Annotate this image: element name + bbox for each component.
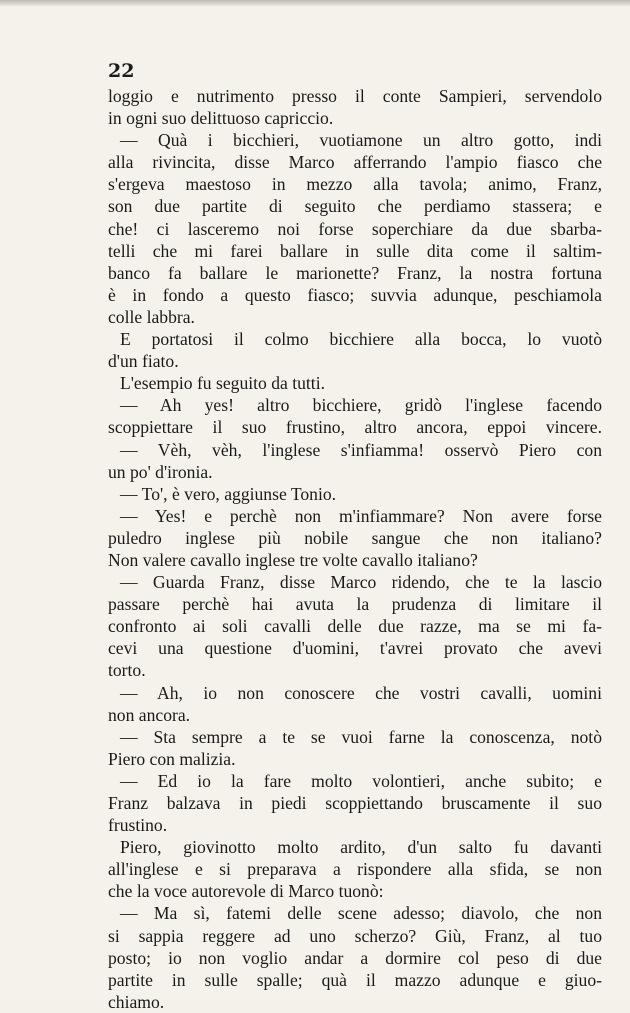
text-line: — Ah, io non conoscere che vostri cavalli, uomini <box>120 682 602 703</box>
body-text <box>108 85 602 1013</box>
text-line: — Guarda Franz, disse Marco ridendo, che te la lascio <box>120 572 602 593</box>
text-line: — Vèh, vèh, l'inglese s'infiamma! osservò Piero con <box>120 439 602 460</box>
text-line: si sappia reggere ad uno scherzo? Giù, Franz, al tuo <box>108 925 602 946</box>
text-line: — Ah yes! altro bicchiere, gridò l'inglese facendo <box>120 395 602 416</box>
text-line: alla rivincita, disse Marco afferrando l'ampio fiasco che <box>108 152 602 173</box>
text-line: confronto ai soli cavalli delle due razze, ma se mi fa- <box>108 616 602 637</box>
text-line: — Ma sì, fatemi delle scene adesso; diavolo, che non <box>120 903 602 924</box>
text-line: L'esempio fu seguito da tutti. <box>120 373 325 394</box>
text-line: torto. <box>108 660 146 681</box>
text-line: chiamo. <box>108 991 165 1012</box>
text-line: in ogni suo delittuoso capriccio. <box>108 108 334 129</box>
text-line: — Ed io la fare molto volontieri, anche subito; e <box>120 770 602 791</box>
text-line: un po' d'ironia. <box>108 461 213 482</box>
text-line: Piero, giovinotto molto ardito, d'un salto fu davanti <box>120 837 602 858</box>
text-line: E portatosi il colmo bicchiere alla bocca, lo vuotò <box>120 329 602 350</box>
text-line: è in fondo a questo fiasco; suvvia adunque, peschiamola <box>108 284 602 305</box>
text-line: posto; io non voglio andar a dormire col peso di due <box>108 947 602 968</box>
text-line: che! ci lasceremo noi forse soperchiare da due sbarba- <box>108 218 602 239</box>
page-number: 22 <box>108 60 135 82</box>
text-line: — Sta sempre a te se vuoi farne la conoscenza, notò <box>120 726 602 747</box>
text-line: telli che mi farei ballare in sulle dita come il saltim- <box>108 240 602 261</box>
text-line: s'ergeva maestoso in mezzo alla tavola; animo, Franz, <box>108 174 602 195</box>
text-line: — Yes! e perchè non m'infiammare? Non avere forse <box>120 505 602 526</box>
text-line: Piero con malizia. <box>108 748 236 769</box>
text-line: all'inglese e si preparava a rispondere alla sfida, se non <box>108 859 602 880</box>
text-line: non ancora. <box>108 704 191 725</box>
text-line: banco fa ballare le marionette? Franz, la nostra fortuna <box>108 262 602 283</box>
text-line: passare perchè hai avuta la prudenza di limitare il <box>108 594 602 615</box>
text-line: puledro inglese più nobile sangue che non italiano? <box>108 527 602 548</box>
text-line: loggio e nutrimento presso il conte Sampieri, servendolo <box>108 86 602 106</box>
text-line: frustino. <box>108 815 168 836</box>
text-line: Franz balzava in piedi scoppiettando bruscamente il suo <box>108 793 602 813</box>
text-line: son due partite di seguito che perdiamo stassera; e <box>108 196 602 217</box>
text-line: colle labbra. <box>108 306 195 327</box>
text-line: scoppiettare il suo frustino, altro ancora, eppoi vincere. <box>108 417 602 438</box>
text-line: — To', è vero, aggiunse Tonio. <box>120 483 337 504</box>
text-line: cevi una questione d'uomini, t'avrei provato che avevi <box>108 638 602 659</box>
text-line: partite in sulle spalle; quà il mazzo adunque e giuo- <box>108 969 602 990</box>
text-line: Non valere cavallo inglese tre volte cavallo italiano? <box>108 549 478 570</box>
text-line: — Quà i bicchieri, vuotiamone un altro gotto, indi <box>120 130 602 151</box>
text-line: che la voce autorevole di Marco tuonò: <box>108 881 384 902</box>
top-edge-rule <box>0 0 630 6</box>
text-line: d'un fiato. <box>108 351 179 372</box>
